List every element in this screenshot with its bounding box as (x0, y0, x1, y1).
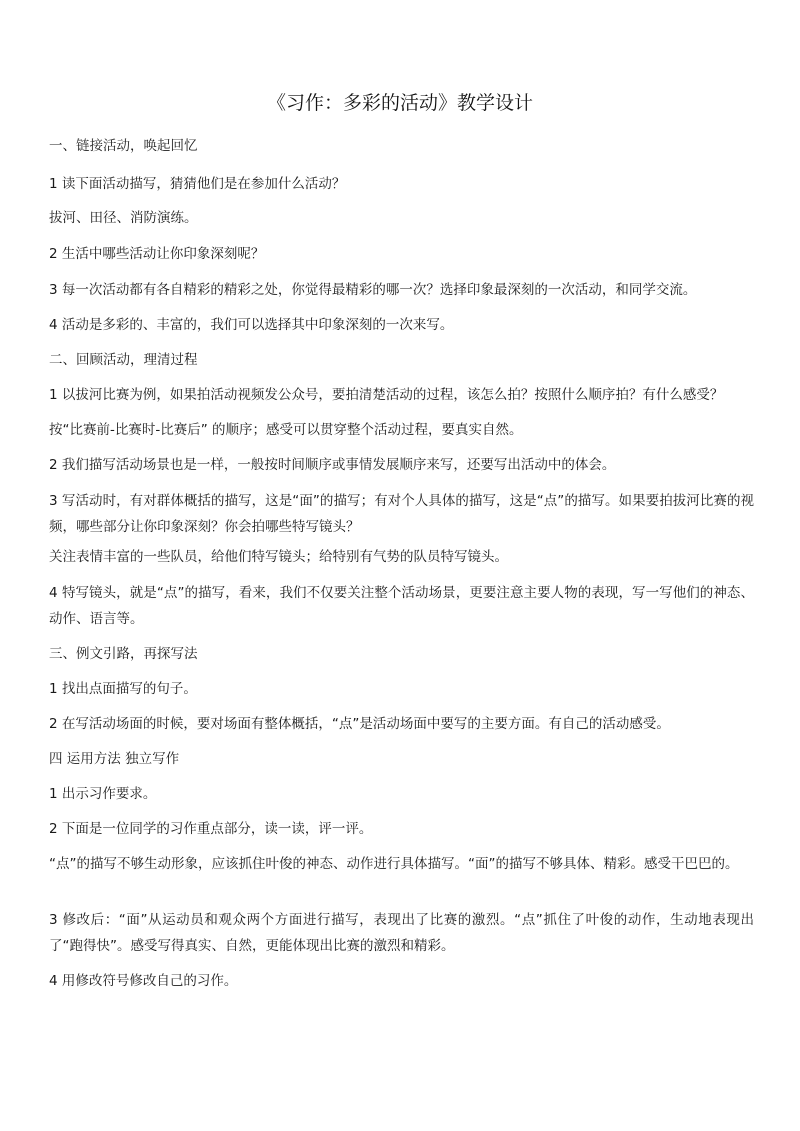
section-heading: 三、例文引路，再探写法 (49, 646, 198, 662)
paragraph: 拔河、田径、消防演练。 (49, 210, 198, 226)
paragraph: 3 写活动时，有对群体概括的描写，这是“面”的描写；有对个人具体的描写，这是“点”的描写。如果要拍拔河比赛的视频，哪些部分让你印象深刻？你会拍哪些特写镜头？ (49, 493, 754, 535)
paragraph: 1 以拔河比赛为例，如果拍活动视频发公众号，要拍清楚活动的过程，该怎么拍？按照什么顺序拍？有什么感受？ (49, 387, 724, 403)
paragraph: 4 活动是多彩的、丰富的，我们可以选择其中印象深刻的一次来写。 (49, 317, 454, 333)
document-title: 《习作：多彩的活动》教学设计 (266, 92, 533, 114)
paragraph: 2 生活中哪些活动让你印象深刻呢？ (49, 246, 265, 262)
section-heading: 一、链接活动，唤起回忆 (49, 138, 198, 154)
section-heading: 四 运用方法 独立写作 (49, 751, 180, 767)
paragraph: 1 读下面活动描写，猜猜他们是在参加什么活动？ (49, 176, 346, 192)
paragraph: “点”的描写不够生动形象，应该抓住叶俊的神态、动作进行具体描写。“面”的描写不够具体、精彩。感受干巴巴的。 (49, 856, 739, 872)
paragraph: 按“比赛前-比赛时-比赛后” 的顺序；感受可以贯穿整个活动过程，要真实自然。 (49, 422, 523, 438)
paragraph: 2 在写活动场面的时候，要对场面有整体概括，“点”是活动场面中要写的主要方面。有自己的活动感受。 (49, 716, 670, 732)
paragraph: 1 出示习作要求。 (49, 786, 157, 802)
section-heading: 二、回顾活动，理清过程 (49, 352, 198, 368)
paragraph: 3 修改后：“面”从运动员和观众两个方面进行描写，表现出了比赛的激烈。“点”抓住了叶俊的动作，生动地表现出了“跑得快”。感受写得真实、自然，更能体现出比赛的激烈和精彩。 (49, 912, 754, 954)
paragraph: 4 特写镜头，就是“点”的描写，看来，我们不仅要关注整个活动场景，更要注意主要人物的表现，写一写他们的神态、动作、语言等。 (49, 585, 754, 627)
paragraph: 4 用修改符号修改自己的习作。 (49, 973, 238, 989)
paragraph: 3 每一次活动都有各自精彩的精彩之处，你觉得最精彩的哪一次？选择印象最深刻的一次活动，和同学交流。 (49, 282, 697, 298)
paragraph: 2 下面是一位同学的习作重点部分，读一读，评一评。 (49, 821, 373, 837)
paragraph: 关注表情丰富的一些队员，给他们特写镜头；给特别有气势的队员特写镜头。 (49, 549, 508, 565)
paragraph: 2 我们描写活动场景也是一样，一般按时间顺序或事情发展顺序来写，还要写出活动中的体会。 (49, 457, 616, 473)
paragraph: 1 找出点面描写的句子。 (49, 681, 197, 697)
